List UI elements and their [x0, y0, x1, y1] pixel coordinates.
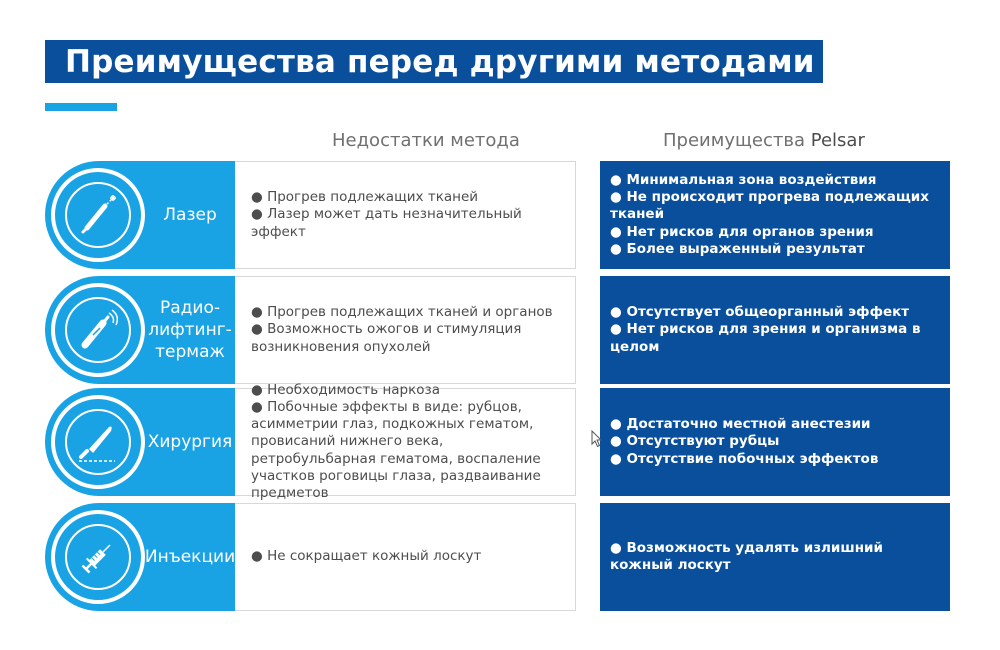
bullet: ● — [610, 189, 622, 206]
method-block — [45, 503, 235, 611]
cons-item — [251, 189, 569, 206]
method-block — [45, 161, 235, 269]
cons-item — [251, 321, 569, 356]
pros-text: Нет рисков для зрения и организма в целом — [610, 321, 921, 355]
pros-header-prefix: Преимущества — [663, 130, 811, 151]
pros-header-brand: Pelsar — [810, 130, 865, 151]
pros-item — [610, 416, 944, 433]
method-row-surgery — [45, 381, 950, 502]
pros-text: Отсутствие побочных эффектов — [626, 450, 879, 467]
cons-column-header: Недостатки метода — [332, 130, 520, 151]
method-name-line: лифтинг- — [148, 319, 232, 340]
bullet: ● — [251, 381, 263, 398]
cons-text: Возможность ожогов и стимуляция возникновения опухолей — [251, 321, 522, 355]
bullet: ● — [610, 240, 622, 257]
method-name-line: Хирургия — [147, 431, 233, 452]
cons-text: Лазер может дать незначительный эффект — [251, 206, 522, 240]
title-banner — [45, 40, 823, 83]
bullet: ● — [610, 450, 622, 467]
cons-text: Прогрев подлежащих тканей и органов — [267, 304, 553, 321]
scalpel-icon — [65, 409, 131, 475]
pros-text: Достаточно местной анестезии — [626, 416, 871, 433]
pros-item — [610, 189, 944, 224]
pros-text: Возможность удалять излишний кожный лоскут — [610, 539, 883, 573]
bullet: ● — [251, 548, 263, 565]
pros-box — [600, 161, 950, 269]
cons-item — [251, 382, 569, 399]
method-row-injections — [45, 503, 950, 611]
pros-item — [610, 433, 944, 450]
bullet: ● — [610, 304, 622, 321]
bullet: ● — [610, 223, 622, 240]
pros-item — [610, 321, 944, 356]
bullet: ● — [610, 433, 622, 450]
cons-box — [235, 503, 576, 611]
icon-ring — [51, 395, 145, 489]
pros-text: Нет рисков для органов зрения — [626, 223, 874, 240]
method-name-line: Радио- — [159, 297, 220, 318]
method-name — [145, 388, 235, 496]
mouse-cursor-icon — [591, 430, 603, 448]
bullet: ● — [610, 171, 622, 188]
page-title: Преимущества перед другими методами — [65, 44, 815, 80]
method-name-line: Инъекции — [144, 546, 236, 567]
method-name — [145, 503, 235, 611]
pros-box — [600, 276, 950, 384]
radiofrequency-device-icon — [65, 297, 131, 363]
cons-item — [251, 548, 569, 565]
cons-item — [251, 304, 569, 321]
accent-underline — [45, 103, 117, 111]
method-name — [145, 276, 235, 384]
method-name — [145, 161, 235, 269]
icon-ring — [51, 510, 145, 604]
pros-box — [600, 503, 950, 611]
pros-item — [610, 241, 944, 258]
bullet: ● — [251, 321, 263, 338]
method-block — [45, 276, 235, 384]
bullet: ● — [610, 416, 622, 433]
pros-text: Более выраженный результат — [626, 240, 865, 257]
cons-text: Необходимость наркоза — [267, 381, 440, 398]
pros-item — [610, 224, 944, 241]
cons-item — [251, 399, 569, 503]
pros-column-header — [663, 130, 865, 151]
bullet: ● — [251, 304, 263, 321]
cons-box — [235, 276, 576, 384]
bullet: ● — [251, 206, 263, 223]
syringe-icon — [65, 524, 131, 590]
pros-item — [610, 304, 944, 321]
cons-text: Прогрев подлежащих тканей — [267, 189, 479, 206]
icon-ring — [51, 283, 145, 377]
pros-box — [600, 388, 950, 496]
bullet: ● — [610, 321, 622, 338]
pros-text: Отсутствуют рубцы — [626, 433, 780, 450]
icon-ring — [51, 168, 145, 262]
pros-text: Минимальная зона воздействия — [626, 171, 877, 188]
pros-item — [610, 172, 944, 189]
method-name-line: Лазер — [163, 204, 217, 225]
method-block — [45, 388, 235, 496]
cons-box — [235, 381, 576, 502]
bullet: ● — [251, 398, 263, 415]
pros-text: Не происходит прогрева подлежащих тканей — [610, 189, 929, 223]
bullet: ● — [251, 189, 263, 206]
method-name-line: термаж — [155, 342, 225, 363]
method-row-radiofrequency — [45, 276, 950, 384]
laser-pen-icon — [65, 182, 131, 248]
bullet: ● — [610, 539, 622, 556]
cons-item — [251, 206, 569, 241]
cons-box — [235, 161, 576, 269]
cons-text: Побочные эффекты в виде: рубцов, асимметрии глаз, подкожных гематом, провисаний нижнего века, ретробульбарная гематома, воспаление участков роговицы глаза, раздваивание предметов — [251, 398, 541, 502]
cons-text: Не сокращает кожный лоскут — [267, 548, 482, 565]
pros-item — [610, 451, 944, 468]
pros-item — [610, 540, 944, 575]
method-row-laser — [45, 161, 950, 269]
pros-text: Отсутствует общеорганный эффект — [626, 304, 910, 321]
